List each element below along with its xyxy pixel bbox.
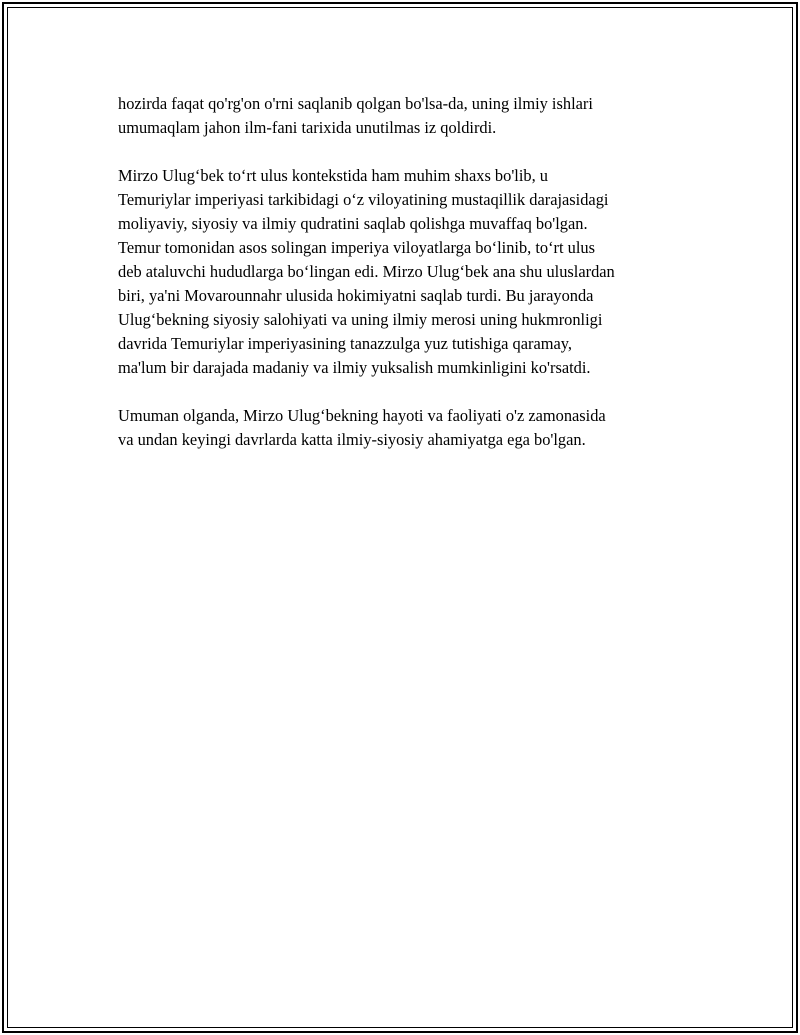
text-line: Umuman olganda, Mirzo Ulug‘bekning hayoti va faoliyati o'z zamonasida [118, 406, 606, 425]
text-line: davrida Temuriylar imperiyasining tanazzulga yuz tutishiga qaramay, [118, 334, 572, 353]
paragraph-3 [118, 404, 688, 452]
text-line: biri, ya'ni Movarounnahr ulusida hokimiyatni saqlab turdi. Bu jarayonda [118, 286, 594, 305]
text-line: Temuriylar imperiyasi tarkibidagi o‘z viloyatining mustaqillik darajasidagi [118, 190, 609, 209]
text-line: ma'lum bir darajada madaniy va ilmiy yuksalish mumkinligini ko'rsatdi. [118, 358, 591, 377]
text-line: umumaqlam jahon ilm-fani tarixida unutilmas iz qoldirdi. [118, 118, 497, 137]
text-line: Ulug‘bekning siyosiy salohiyati va uning ilmiy merosi uning hukmronligi [118, 310, 603, 329]
paragraph-2 [118, 164, 688, 380]
text-line: Mirzo Ulug‘bek to‘rt ulus kontekstida ham muhim shaxs bo'lib, u [118, 166, 548, 185]
document-body [118, 92, 688, 476]
paragraph-1 [118, 92, 688, 140]
text-line: moliyaviy, siyosiy va ilmiy qudratini saqlab qolishga muvaffaq bo'lgan. [118, 214, 588, 233]
text-line: hozirda faqat qo'rg'on o'rni saqlanib qolgan bo'lsa-da, uning ilmiy ishlari [118, 94, 593, 113]
text-line: va undan keyingi davrlarda katta ilmiy-siyosiy ahamiyatga ega bo'lgan. [118, 430, 586, 449]
text-line: Temur tomonidan asos solingan imperiya viloyatlarga bo‘linib, to‘rt ulus [118, 238, 595, 257]
text-line: deb ataluvchi hududlarga bo‘lingan edi. Mirzo Ulug‘bek ana shu uluslardan [118, 262, 615, 281]
